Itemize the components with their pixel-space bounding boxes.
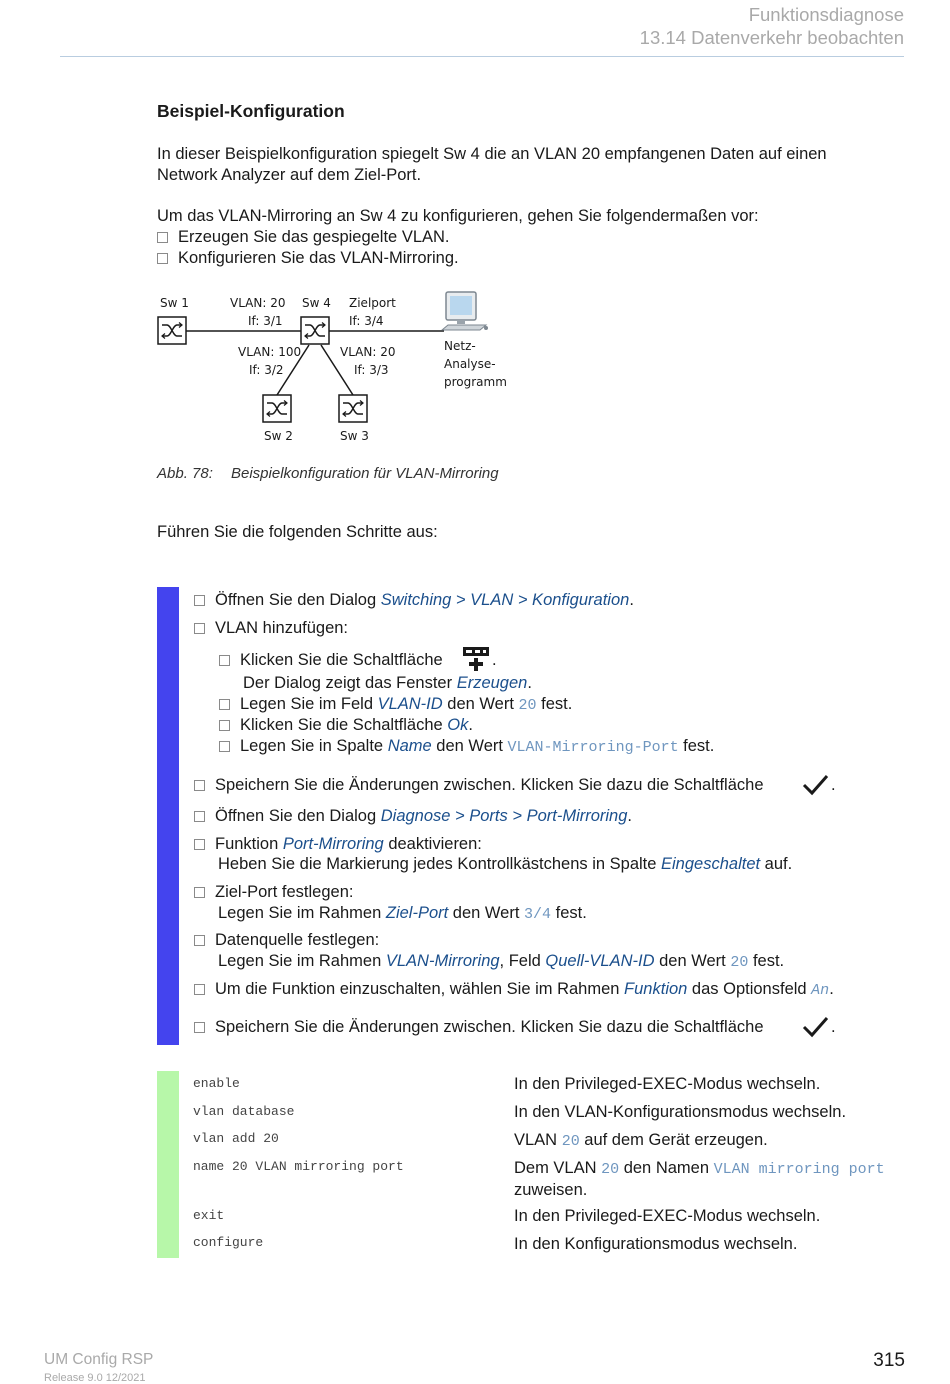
- gui-step-detail: Legen Sie im Rahmen VLAN-Mirroring, Feld Quell-VLAN-ID den Wert 20 fest.: [218, 952, 785, 971]
- checkbox-icon: [194, 780, 205, 791]
- label-analyzer-1: Netz-: [444, 339, 476, 353]
- gui-step: Öffnen Sie den Dialog Diagnose > Ports > Port-Mirroring.: [194, 806, 632, 827]
- procedure-step: Konfigurieren Sie das VLAN-Mirroring.: [157, 248, 459, 269]
- gui-step: Öffnen Sie den Dialog Switching > VLAN > Konfiguration.: [194, 590, 634, 611]
- cli-command: configure: [193, 1235, 264, 1250]
- network-diagram: [150, 288, 520, 448]
- switch-sw2-icon: [263, 395, 291, 422]
- footer-release: Release 9.0 12/2021: [44, 1372, 146, 1384]
- cli-command: enable: [193, 1076, 240, 1091]
- label-link1-vlan: VLAN: 20: [230, 296, 286, 310]
- checkmark-icon: [802, 1015, 830, 1039]
- checkbox-icon: [194, 811, 205, 822]
- procedure-intro: Um das VLAN-Mirroring an Sw 4 zu konfigurieren, gehen Sie folgendermaßen vor:: [157, 207, 759, 225]
- gui-step-period: .: [831, 1018, 836, 1036]
- gui-substep: Legen Sie im Feld VLAN-ID den Wert 20 fest.: [219, 694, 572, 716]
- gui-step: VLAN hinzufügen:: [194, 618, 348, 639]
- label-target-if: If: 3/4: [349, 314, 384, 328]
- gui-substep: Legen Sie in Spalte Name den Wert VLAN-Mirroring-Port fest.: [219, 736, 714, 758]
- cli-command: exit: [193, 1208, 225, 1223]
- checkbox-icon: [194, 1022, 205, 1033]
- checkbox-icon: [157, 253, 168, 264]
- cli-description: In den VLAN-Konfigurationsmodus wechseln.: [514, 1103, 847, 1121]
- gui-step: Datenquelle festlegen:: [194, 930, 379, 951]
- checkbox-icon: [194, 935, 205, 946]
- section-heading: Beispiel-Konfiguration: [157, 101, 345, 121]
- gui-step: Speichern Sie die Änderungen zwischen. Klicken Sie dazu die Schaltfläche: [194, 775, 764, 796]
- checkbox-icon: [219, 741, 230, 752]
- label-analyzer-2: Analyse-: [444, 357, 496, 371]
- gui-marker-bar: [157, 587, 179, 1045]
- switch-sw3-icon: [339, 395, 367, 422]
- label-sw1: Sw 1: [160, 296, 189, 310]
- label-target: Zielport: [349, 296, 396, 310]
- gui-step: Funktion Port-Mirroring deaktivieren:: [194, 834, 482, 855]
- cli-description: VLAN 20 auf dem Gerät erzeugen.: [514, 1131, 768, 1150]
- figure-caption: Beispielkonfiguration für VLAN-Mirroring: [231, 465, 499, 482]
- gui-step: Um die Funktion einzuschalten, wählen Sie im Rahmen Funktion das Optionsfeld An.: [194, 979, 834, 1001]
- cli-description: In den Privileged-EXEC-Modus wechseln.: [514, 1207, 821, 1225]
- label-link2-if: If: 3/2: [249, 363, 284, 377]
- cli-command: name 20 VLAN mirroring port: [193, 1159, 404, 1174]
- cli-command: vlan database: [193, 1104, 295, 1119]
- label-link3-vlan: VLAN: 20: [340, 345, 396, 359]
- checkbox-icon: [194, 984, 205, 995]
- gui-substep: Klicken Sie die Schaltfläche: [219, 650, 443, 671]
- gui-step-detail: Legen Sie im Rahmen Ziel-Port den Wert 3/4 fest.: [218, 904, 587, 923]
- gui-step-period: .: [831, 776, 836, 794]
- checkmark-icon: [802, 773, 830, 797]
- section-title: 13.14 Datenverkehr beobachten: [639, 27, 904, 48]
- chapter-title: Funktionsdiagnose: [748, 4, 904, 25]
- header-rule: [60, 56, 904, 57]
- gui-substep-detail: Der Dialog zeigt das Fenster Erzeugen.: [243, 674, 532, 692]
- label-link3-if: If: 3/3: [354, 363, 389, 377]
- gui-step: Speichern Sie die Änderungen zwischen. Klicken Sie dazu die Schaltfläche: [194, 1017, 764, 1038]
- label-link1-if: If: 3/1: [248, 314, 283, 328]
- gui-substep: Klicken Sie die Schaltfläche Ok.: [219, 715, 473, 736]
- cli-description: In den Privileged-EXEC-Modus wechseln.: [514, 1075, 821, 1093]
- label-sw3: Sw 3: [340, 429, 369, 443]
- checkbox-icon: [194, 839, 205, 850]
- label-analyzer-3: programm: [444, 375, 507, 389]
- cli-command: vlan add 20: [193, 1131, 279, 1146]
- checkbox-icon: [194, 887, 205, 898]
- label-link2-vlan: VLAN: 100: [238, 345, 302, 359]
- computer-icon: [442, 292, 488, 330]
- footer-doc-title: UM Config RSP: [44, 1351, 154, 1368]
- checkbox-icon: [194, 595, 205, 606]
- switch-sw4-icon: [301, 317, 329, 344]
- procedure-step: Erzeugen Sie das gespiegelte VLAN.: [157, 227, 450, 248]
- cli-description: Dem VLAN 20 den Namen VLAN mirroring port zuweisen.: [514, 1159, 885, 1199]
- gui-substep-period: .: [492, 651, 497, 669]
- checkbox-icon: [157, 232, 168, 243]
- figure-number: Abb. 78:: [157, 465, 213, 482]
- label-sw2: Sw 2: [264, 429, 293, 443]
- checkbox-icon: [219, 699, 230, 710]
- steps-intro: Führen Sie die folgenden Schritte aus:: [157, 523, 438, 541]
- switch-sw1-icon: [158, 317, 186, 344]
- checkbox-icon: [194, 623, 205, 634]
- create-table-row-icon: [462, 645, 492, 673]
- cli-description: In den Konfigurationsmodus wechseln.: [514, 1235, 798, 1253]
- gui-step: Ziel-Port festlegen:: [194, 882, 353, 903]
- checkbox-icon: [219, 655, 230, 666]
- gui-step-detail: Heben Sie die Markierung jedes Kontrollkästchens in Spalte Eingeschaltet auf.: [218, 855, 793, 873]
- intro-paragraph: In dieser Beispielkonfiguration spiegelt Sw 4 die an VLAN 20 empfangenen Daten auf einen Network Analyzer auf dem Ziel-Port.: [157, 145, 827, 184]
- cli-marker-bar: [157, 1071, 179, 1258]
- checkbox-icon: [219, 720, 230, 731]
- label-sw4: Sw 4: [302, 296, 331, 310]
- page-number: 315: [873, 1350, 905, 1371]
